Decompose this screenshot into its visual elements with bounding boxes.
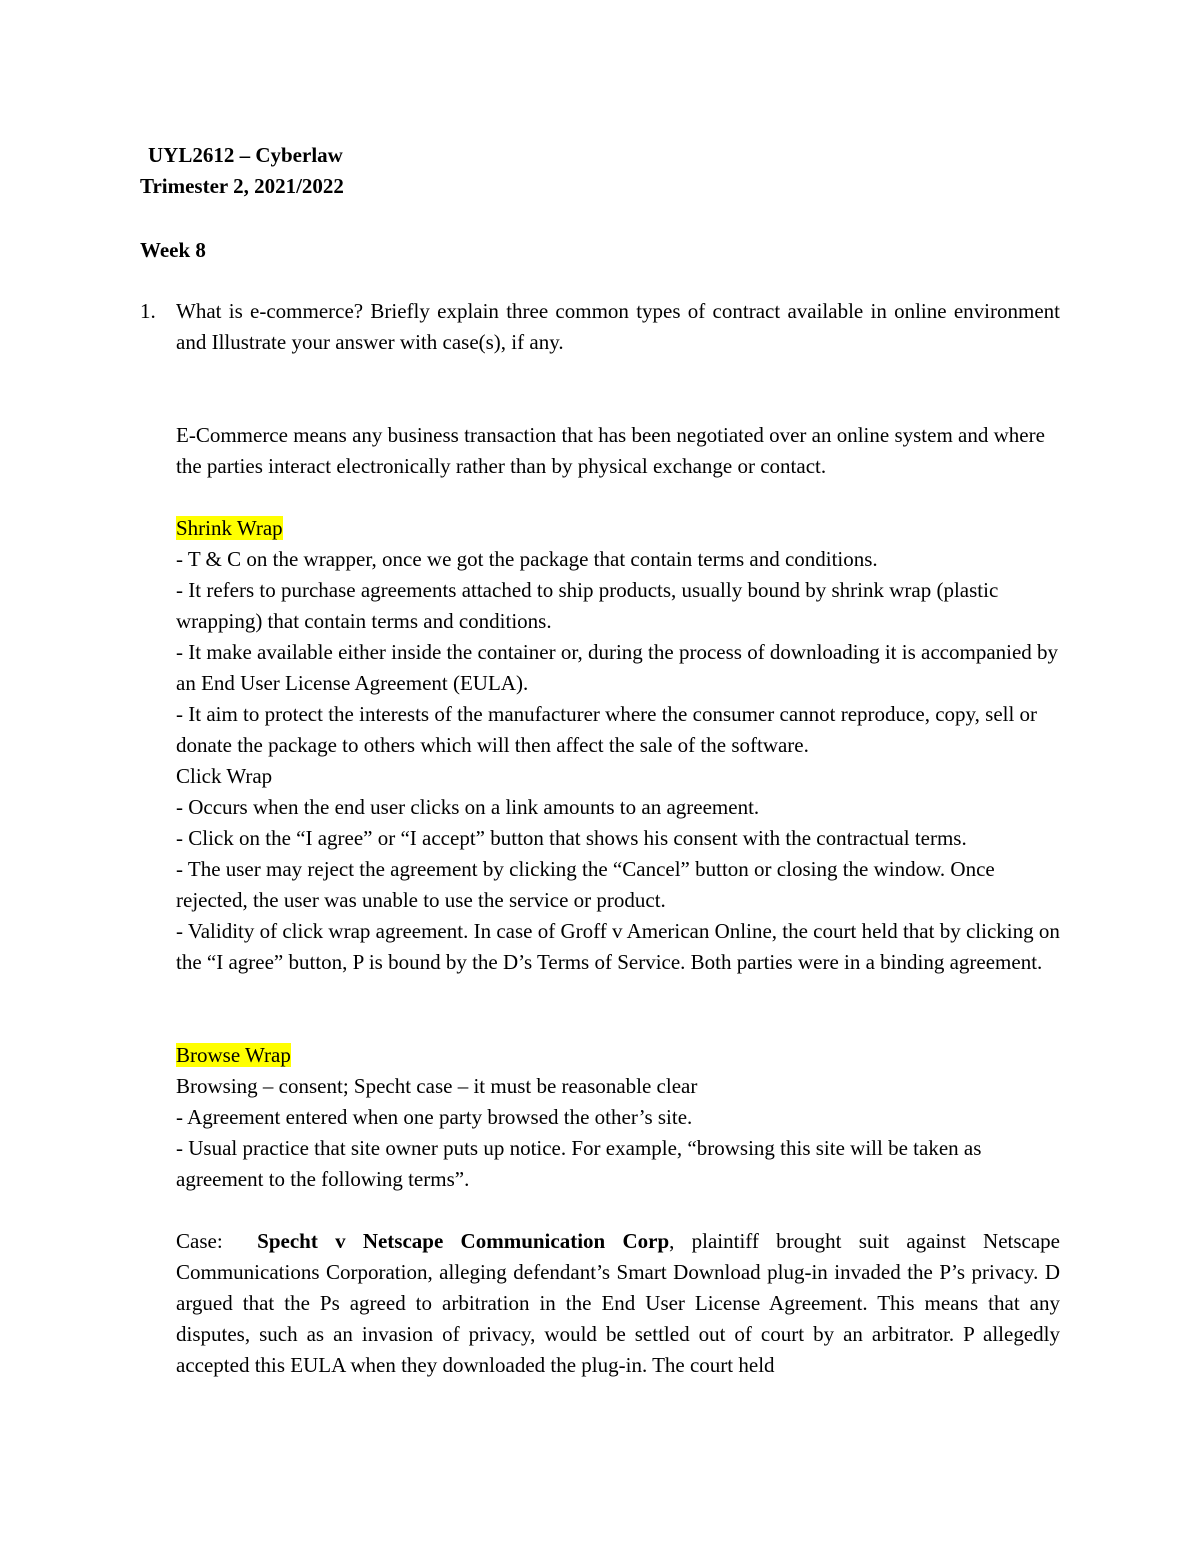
week-heading: Week 8 <box>140 238 206 262</box>
term-label: Trimester 2, 2021/2022 <box>140 174 344 198</box>
click-wrap-point: - Occurs when the end user clicks on a link amounts to an agreement. <box>176 795 760 819</box>
browse-wrap-intro: Browsing – consent; Specht case – it must be reasonable clear <box>176 1074 698 1098</box>
browse-wrap-point: - Agreement entered when one party browsed the other’s site. <box>176 1105 693 1129</box>
course-title: UYL2612 – Cyberlaw <box>148 143 343 167</box>
browse-wrap-heading: Browse Wrap <box>176 1043 291 1067</box>
click-wrap-point: - Click on the “I agree” or “I accept” button that shows his consent with the contractual terms. <box>176 826 967 850</box>
document-header <box>140 140 344 202</box>
case-paragraph <box>176 1226 1060 1381</box>
ecommerce-definition: E-Commerce means any business transaction that has been negotiated over an online system and where the parties interact electronically rather than by physical exchange or contact. <box>176 423 1045 478</box>
question-text: What is e-commerce? Briefly explain three common types of contract available in online environment and Illustrate your answer with case(s), if any. <box>176 299 1060 354</box>
question-number: 1. <box>140 299 156 323</box>
click-wrap-point: - Validity of click wrap agreement. In case of Groff v American Online, the court held that by clicking on the “I agree” button, P is bound by the D’s Terms of Service. Both parties were in a binding agreement. <box>176 919 1060 974</box>
browse-wrap-point: - Usual practice that site owner puts up notice. For example, “browsing this site will be taken as agreement to the following terms”. <box>176 1136 982 1191</box>
case-name: Specht v Netscape Communication Corp <box>257 1229 670 1253</box>
shrink-wrap-point: - It aim to protect the interests of the manufacturer where the consumer cannot reproduce, copy, sell or donate the package to others which will then affect the sale of the software. <box>176 702 1038 757</box>
shrink-wrap-point: - It make available either inside the container or, during the process of downloading it is accompanied by an End User License Agreement (EULA). <box>176 640 1059 695</box>
shrink-wrap-point: - T & C on the wrapper, once we got the package that contain terms and conditions. <box>176 547 878 571</box>
answer-body <box>176 389 1060 1381</box>
click-wrap-heading: Click Wrap <box>176 764 273 788</box>
browse-wrap-section <box>176 1040 1060 1071</box>
question-1 <box>140 296 1060 358</box>
case-label: Case: <box>176 1229 223 1253</box>
shrink-wrap-section <box>176 513 1060 544</box>
case-text: , plaintiff brought suit against Netscape Communications Corporation, alleging defendant’s Smart Download plug-in invaded the P’s privacy. D argued that the Ps agreed to arbitration in the End User License Agreement. This means that any disputes, such as an invasion of privacy, would be settled out of court by an arbitrator. P allegedly accepted this EULA when they downloaded the plug-in. The court held <box>176 1229 1061 1377</box>
shrink-wrap-heading: Shrink Wrap <box>176 516 283 540</box>
click-wrap-point: - The user may reject the agreement by clicking the “Cancel” button or closing the window. Once rejected, the user was unable to use the service or product. <box>176 857 995 912</box>
shrink-wrap-point: - It refers to purchase agreements attached to ship products, usually bound by shrink wrap (plastic wrapping) that contain terms and conditions. <box>176 578 999 633</box>
